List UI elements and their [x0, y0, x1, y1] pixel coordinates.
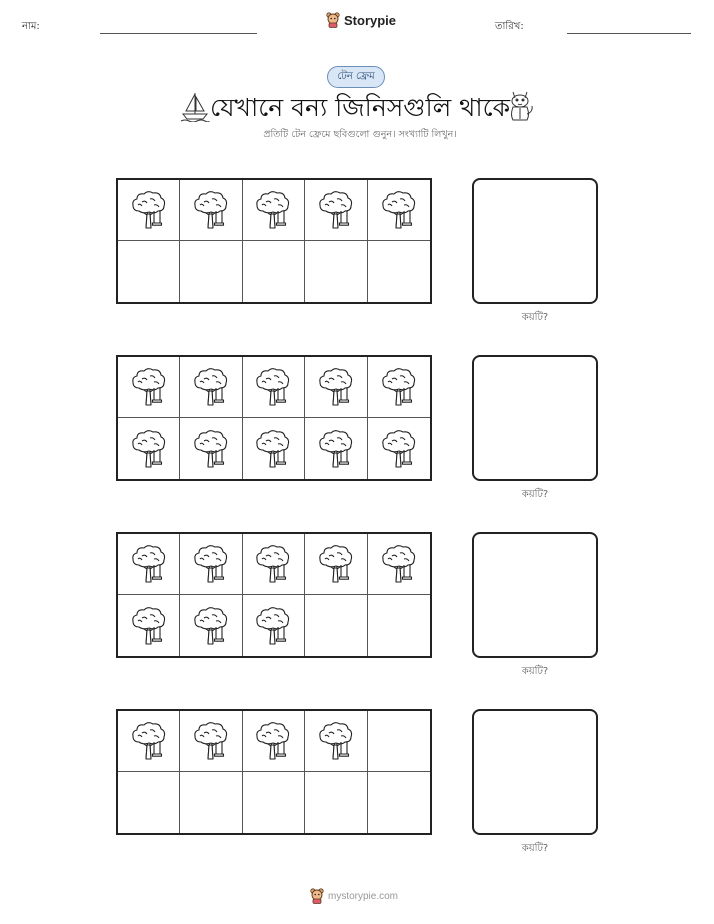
ten-frame-cell — [180, 357, 242, 418]
footer — [310, 888, 398, 904]
tree-with-swing-icon — [254, 721, 292, 761]
name-label: নাম: — [22, 21, 40, 32]
ten-frame-2 — [116, 355, 432, 481]
ten-frame-cell — [243, 595, 305, 656]
ten-frame-cell — [243, 772, 305, 833]
tree-with-swing-icon — [192, 721, 230, 761]
ten-frame-cell — [180, 711, 242, 772]
ten-frame-cell — [180, 595, 242, 656]
instruction-text: প্রতিটি টেন ফ্রেমে ছবিগুলো গুনুন। সংখ্যাটি লিখুন। — [263, 129, 457, 140]
ten-frame-cell — [180, 241, 242, 302]
ten-frame-cell — [243, 241, 305, 302]
ten-frame-cell — [305, 418, 367, 479]
bear-logo-icon — [310, 888, 324, 904]
creature-icon — [505, 88, 535, 122]
tree-with-swing-icon — [380, 367, 418, 407]
ten-frame-cell — [118, 595, 180, 656]
ten-frame-cell — [118, 241, 180, 302]
tree-with-swing-icon — [317, 721, 355, 761]
ten-frame-cell — [305, 711, 367, 772]
tree-with-swing-icon — [130, 721, 168, 761]
answer-box-4[interactable] — [472, 709, 598, 835]
bear-logo-icon — [326, 12, 340, 28]
answer-box-1[interactable] — [472, 178, 598, 304]
ten-frame-cell — [243, 418, 305, 479]
tree-with-swing-icon — [254, 429, 292, 469]
tree-with-swing-icon — [254, 544, 292, 584]
tree-with-swing-icon — [254, 367, 292, 407]
ten-frame-cell — [368, 595, 430, 656]
ten-frame-cell — [368, 418, 430, 479]
ten-frame-cell — [243, 357, 305, 418]
topic-badge: টেন ফ্রেম — [327, 66, 385, 88]
ten-frame-cell — [368, 241, 430, 302]
tree-with-swing-icon — [130, 190, 168, 230]
tree-with-swing-icon — [317, 367, 355, 407]
ten-frame-cell — [118, 418, 180, 479]
tree-with-swing-icon — [130, 429, 168, 469]
ten-frame-cell — [118, 711, 180, 772]
brand-name: Storypie — [344, 12, 397, 28]
ten-frame-cell — [368, 711, 430, 772]
answer-box-3[interactable] — [472, 532, 598, 658]
ten-frame-cell — [368, 534, 430, 595]
tree-with-swing-icon — [192, 190, 230, 230]
ten-frame-cell — [305, 772, 367, 833]
ten-frame-cell — [180, 180, 242, 241]
how-many-label-1: কয়টি? — [521, 312, 549, 323]
ten-frame-cell — [243, 534, 305, 595]
tree-with-swing-icon — [130, 544, 168, 584]
tree-with-swing-icon — [380, 544, 418, 584]
ten-frame-cell — [118, 534, 180, 595]
ten-frame-cell — [305, 595, 367, 656]
tree-with-swing-icon — [130, 367, 168, 407]
date-label: তারিখ: — [495, 21, 524, 32]
tree-with-swing-icon — [130, 606, 168, 646]
ten-frame-3 — [116, 532, 432, 658]
ten-frame-cell — [180, 418, 242, 479]
ten-frame-cell — [243, 180, 305, 241]
ten-frame-1 — [116, 178, 432, 304]
footer-url: mystorypie.com — [328, 890, 399, 902]
ten-frame-cell — [118, 357, 180, 418]
ten-frame-cell — [368, 357, 430, 418]
ten-frame-cell — [305, 357, 367, 418]
tree-with-swing-icon — [254, 606, 292, 646]
tree-with-swing-icon — [192, 429, 230, 469]
date-line[interactable] — [567, 33, 691, 34]
ten-frame-cell — [368, 180, 430, 241]
tree-with-swing-icon — [317, 190, 355, 230]
ten-frame-cell — [243, 711, 305, 772]
tree-with-swing-icon — [192, 606, 230, 646]
ten-frame-cell — [305, 180, 367, 241]
ten-frame-cell — [180, 772, 242, 833]
answer-box-2[interactable] — [472, 355, 598, 481]
tree-with-swing-icon — [192, 367, 230, 407]
how-many-label-4: কয়টি? — [521, 843, 549, 854]
tree-with-swing-icon — [380, 429, 418, 469]
ten-frame-cell — [305, 534, 367, 595]
ten-frame-cell — [118, 772, 180, 833]
how-many-label-3: কয়টি? — [521, 666, 549, 677]
ten-frame-4 — [116, 709, 432, 835]
ten-frame-cell — [368, 772, 430, 833]
ten-frame-cell — [305, 241, 367, 302]
page-title: যেখানে বন্য জিনিসগুলি থাকে — [210, 93, 511, 122]
ten-frame-cell — [180, 534, 242, 595]
tree-with-swing-icon — [317, 429, 355, 469]
ten-frame-cell — [118, 180, 180, 241]
tree-with-swing-icon — [254, 190, 292, 230]
how-many-label-2: কয়টি? — [521, 489, 549, 500]
name-line[interactable] — [100, 33, 257, 34]
brand-logo — [326, 12, 396, 28]
sailboat-icon — [180, 90, 210, 122]
tree-with-swing-icon — [380, 190, 418, 230]
tree-with-swing-icon — [192, 544, 230, 584]
tree-with-swing-icon — [317, 544, 355, 584]
